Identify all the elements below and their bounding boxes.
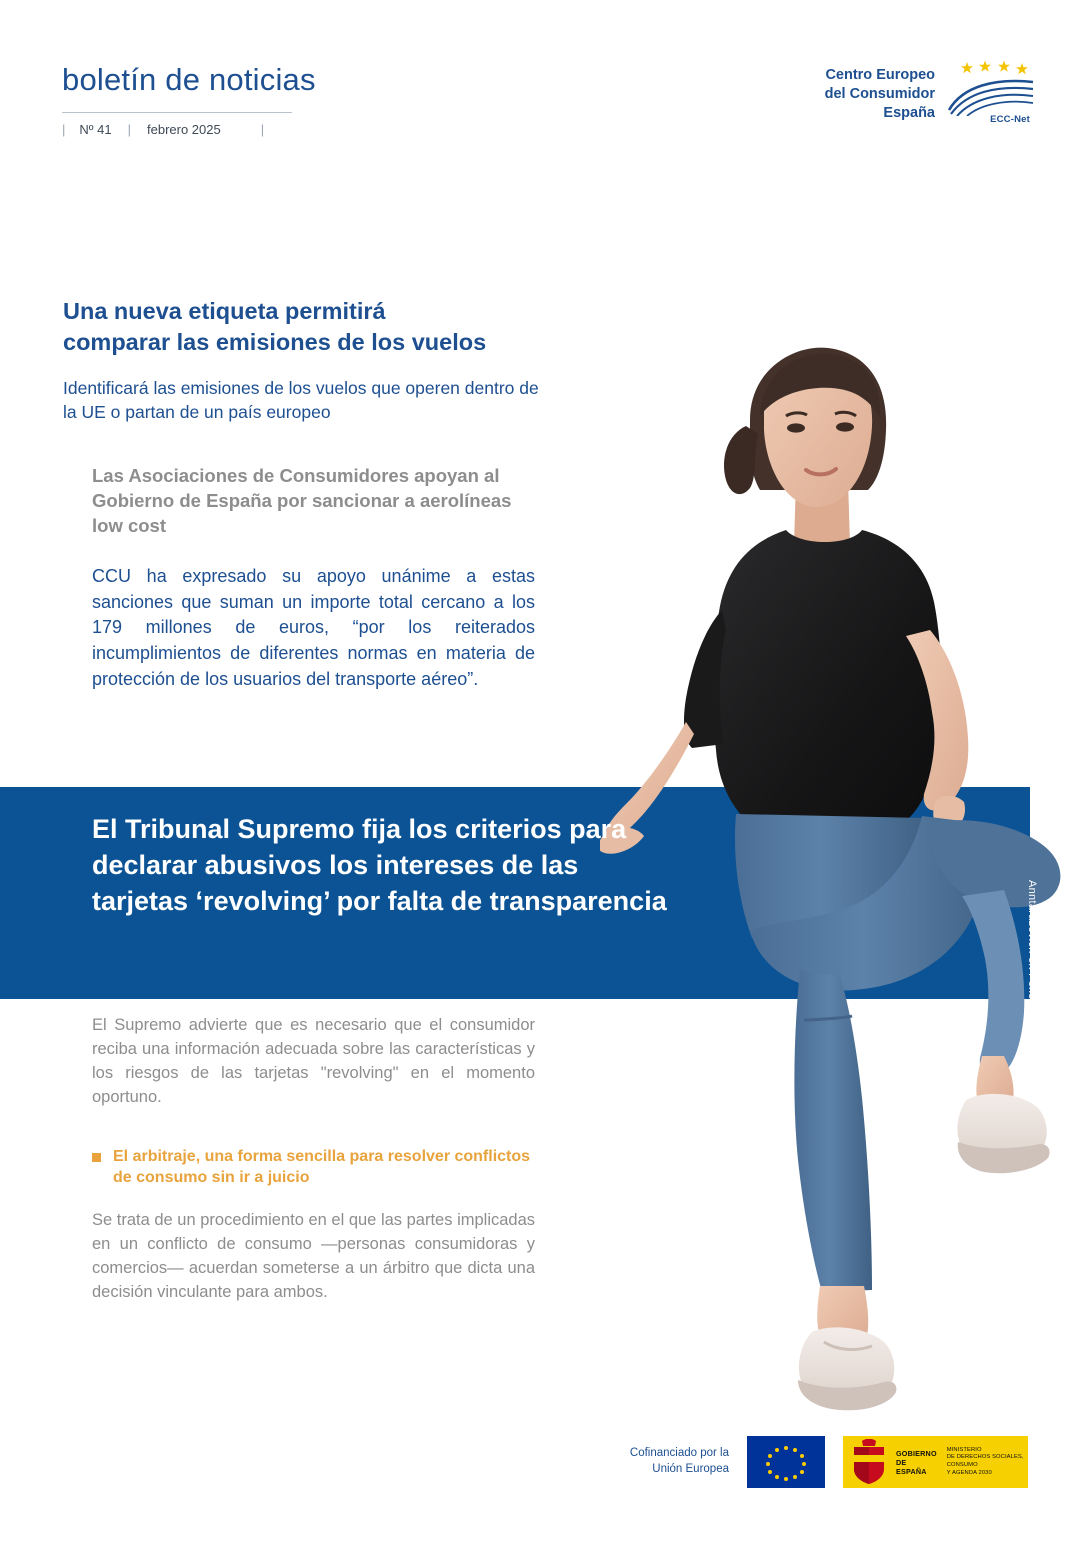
article4-headline: El arbitraje, una forma sencilla para resolver conflictos de consumo sin ir a juicio [113,1147,531,1187]
article4-headline-row [92,1146,535,1189]
ministry-line-3: Y AGENDA 2030 [946,1469,992,1476]
article3-body: El Supremo advierte que es necesario que el consumidor reciba una información adecuada sobre las características y los riesgos de las tarjetas "revolving" en el momento oportuno. [92,1016,535,1106]
second-headline: Las Asociaciones de Consumidores apoyan al Gobierno de España por sancionar a aerolíneas low cost [92,465,512,536]
eu-flag-stars [747,1436,825,1488]
footer [0,1436,1090,1488]
cofinanced-line-2: Unión Europea [652,1463,729,1475]
government-label [896,1449,937,1476]
lead-headline-line-1: Una nueva etiqueta permitirá [63,298,386,324]
lead-headline [63,296,543,359]
second-article [92,464,535,692]
band-headline: El Tribunal Supremo fija los criterios para declarar abusivos los intereses de las tarjetas ‘revolving’ por falta de transparencia [92,814,667,916]
ministry-label [947,1447,1028,1477]
article4-body: Se trata de un procedimiento en el que las partes implicadas en un conflicto de consumo —personas consumidoras y comercios— acuerdan someterse a un árbitro que dicta una decisión vinculante para ambos. [92,1210,536,1301]
ministry-line-2: DE DERECHOS SOCIALES, CONSUMO [946,1454,1024,1468]
issue-date: febrero 2025 [147,122,221,137]
cofinanced-text [630,1446,729,1477]
logo-line-3: España [883,105,935,122]
lead-article [63,296,543,424]
masthead-divider [62,112,292,113]
issue-number: Nº 41 [79,122,112,137]
ecc-logo [825,60,1035,130]
logo-swoosh-icon [947,76,1035,116]
bullet-square-icon [92,1153,101,1162]
masthead-meta [62,122,316,137]
logo-line-2: del Consumidor [824,86,935,103]
lower-articles [92,1014,535,1305]
eu-flag-icon [747,1436,825,1488]
masthead [62,62,316,137]
spain-coat-of-arms-icon [848,1439,890,1485]
ecc-net-badge: ECC-Net [987,113,1033,126]
page-title: boletín de noticias [62,62,316,97]
government-line-1: GOBIERNO [896,1448,937,1458]
logo-line-1: Centro Europeo [825,67,935,83]
lead-subhead: Identificará las emisiones de los vuelos que operen dentro de la UE o partan de un país europeo [63,377,539,422]
ministry-line-1: MINISTERIO [946,1446,982,1453]
divider-pipe-3: | [260,122,265,137]
divider-pipe-1: | [62,122,66,137]
spain-government-logo [843,1436,1028,1488]
second-body: CCU ha expresado su apoyo unánime a estas sanciones que suman un importe total cercano a los 179 millones de euros, “por los reiterados incumplimientos de diferentes normas en materia de protección de los usuarios del transporte aéreo”. [92,566,535,689]
logo-mark [943,60,1035,130]
cofinanced-line-1: Cofinanciado por la [629,1447,729,1460]
photo-credit: Anntarazevich en Pexels [1026,880,1038,1008]
lead-headline-line-2: comparar las emisiones de los vuelos [63,329,487,356]
logo-text [825,60,935,123]
divider-pipe-2: | [127,122,131,137]
government-line-2: DE ESPAÑA [896,1457,927,1476]
